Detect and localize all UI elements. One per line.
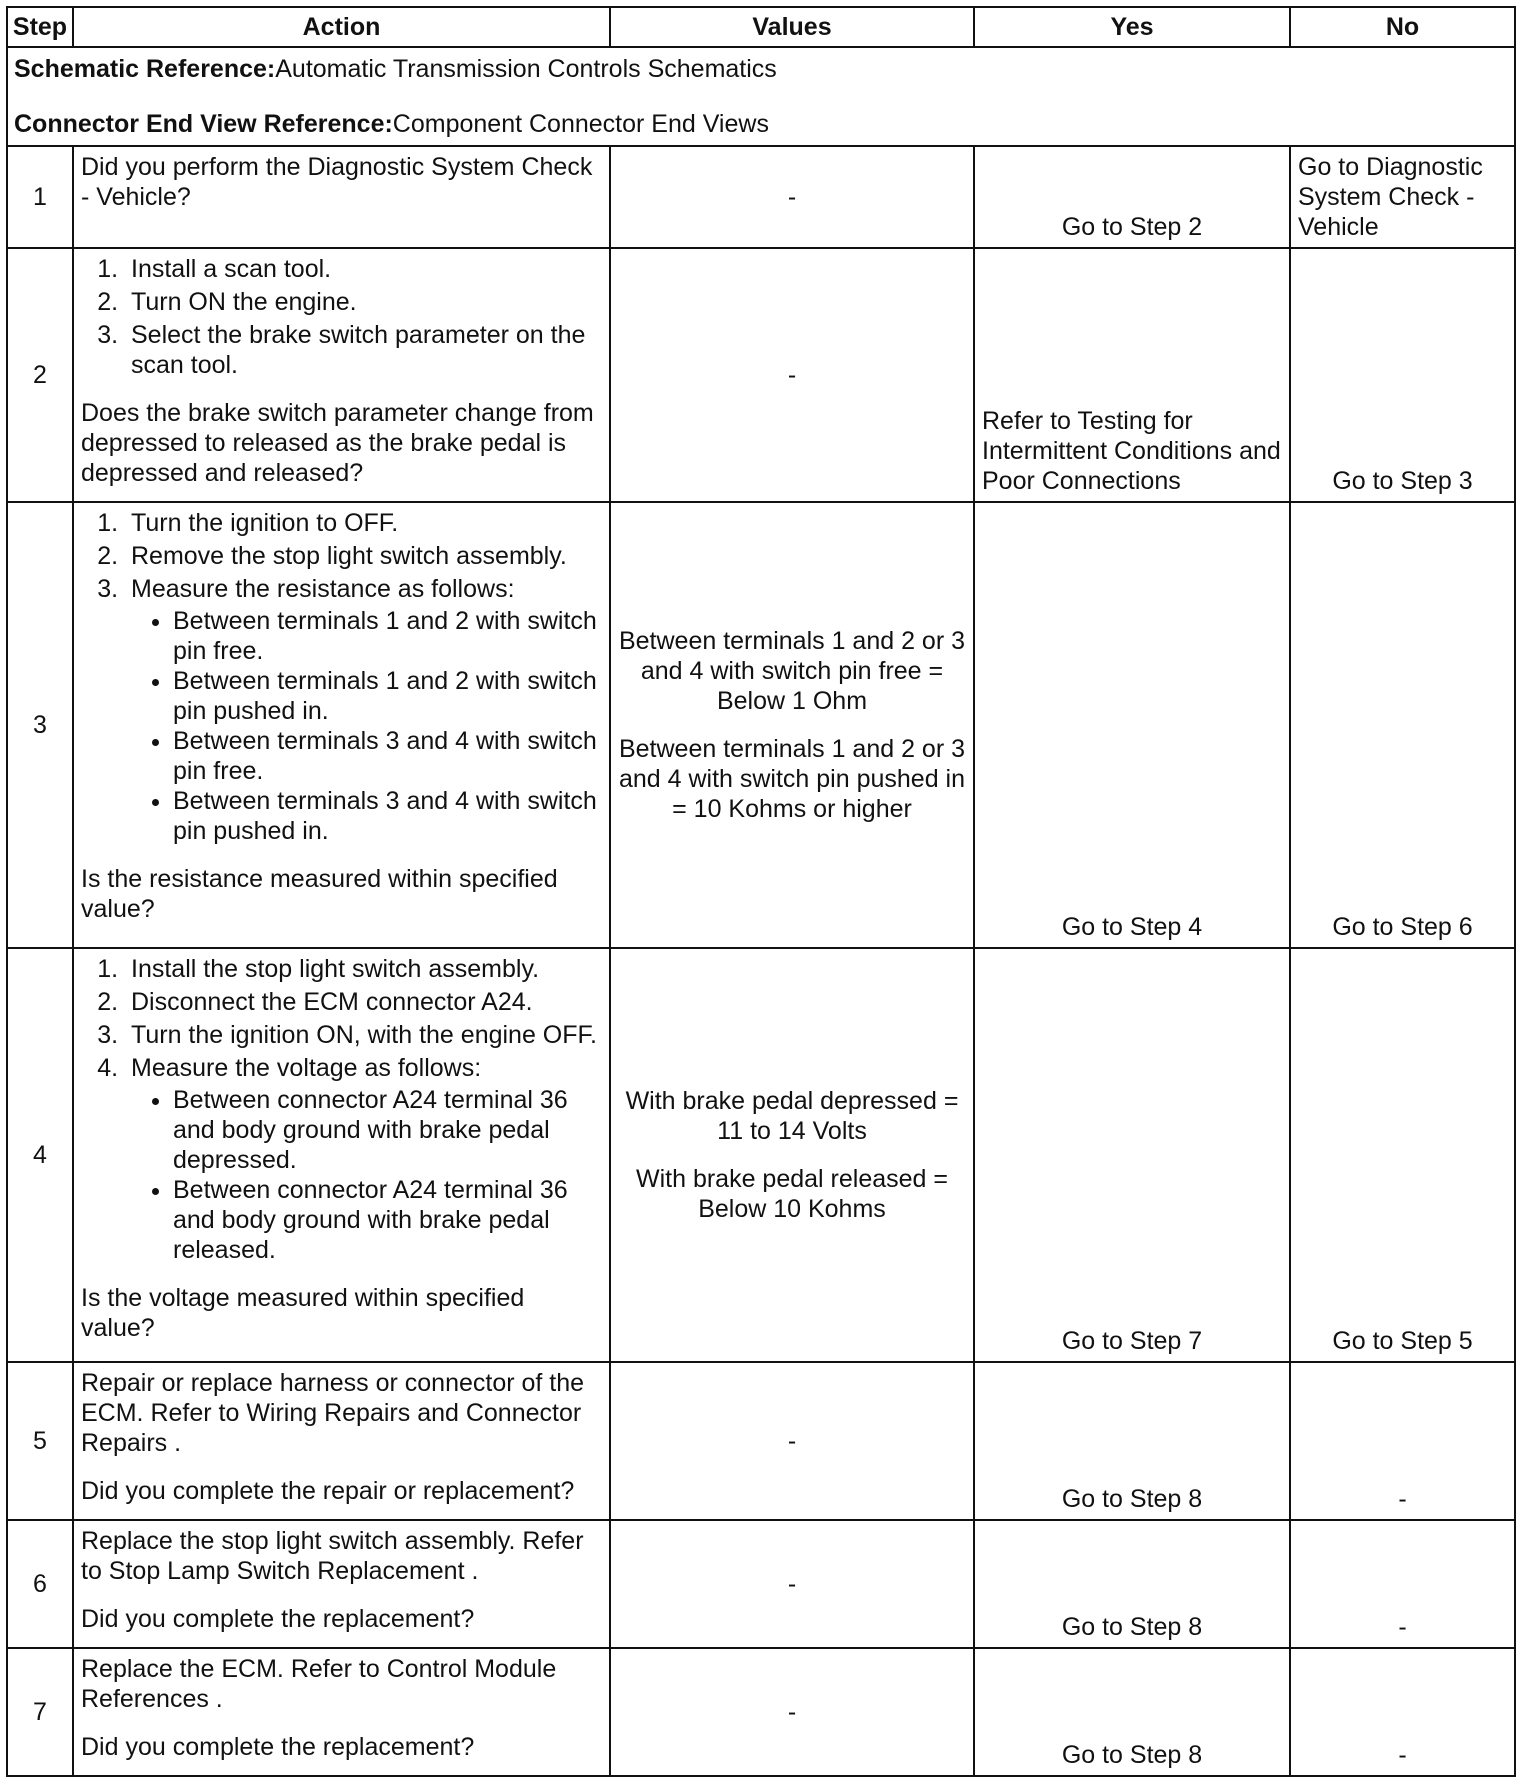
action-question: Did you complete the replacement? bbox=[81, 1605, 475, 1633]
action-cell bbox=[73, 502, 610, 948]
header-row bbox=[7, 7, 1515, 47]
step-number: 3 bbox=[7, 502, 73, 948]
action-step: 2. Turn ON the engine. bbox=[125, 287, 602, 317]
values-cell bbox=[610, 502, 974, 948]
values-cell: - bbox=[610, 248, 974, 502]
action-step: 3. Select the brake switch parameter on the scan tool. bbox=[125, 320, 602, 380]
table-row bbox=[7, 146, 1515, 248]
yes-cell[interactable]: Refer to Testing for Intermittent Conditions and Poor Connections bbox=[974, 248, 1290, 502]
yes-cell[interactable]: Go to Step 4 bbox=[974, 502, 1290, 948]
values-cell: - bbox=[610, 1362, 974, 1520]
table-row bbox=[7, 248, 1515, 502]
table-row bbox=[7, 948, 1515, 1362]
no-cell: - bbox=[1290, 1648, 1515, 1776]
action-cell bbox=[73, 948, 610, 1362]
yes-cell[interactable]: Go to Step 8 bbox=[974, 1520, 1290, 1648]
values-cell: - bbox=[610, 1520, 974, 1648]
action-text: Did you perform the Diagnostic System Check - Vehicle? bbox=[81, 153, 593, 211]
connector-reference-link[interactable]: Component Connector End Views bbox=[392, 110, 769, 138]
measurement-item: • Between terminals 3 and 4 with switch pin free. bbox=[173, 726, 602, 786]
header-step: Step bbox=[7, 7, 73, 47]
yes-cell[interactable]: Go to Step 7 bbox=[974, 948, 1290, 1362]
action-question: Is the resistance measured within specified value? bbox=[81, 865, 558, 923]
values-cell bbox=[610, 948, 974, 1362]
action-step: 2. Disconnect the ECM connector A24. bbox=[125, 987, 602, 1017]
diagnostic-table-container bbox=[6, 6, 1514, 1777]
header-yes: Yes bbox=[974, 7, 1290, 47]
action-step: 1. Install a scan tool. bbox=[125, 254, 602, 284]
measurement-item: • Between terminals 3 and 4 with switch pin pushed in. bbox=[173, 786, 602, 846]
step-number: 4 bbox=[7, 948, 73, 1362]
no-cell[interactable]: Go to Diagnostic System Check - Vehicle bbox=[1290, 146, 1515, 248]
no-cell[interactable]: Go to Step 6 bbox=[1290, 502, 1515, 948]
action-step-text: Measure the resistance as follows: bbox=[131, 575, 515, 603]
connector-reference bbox=[14, 109, 1508, 139]
schematic-reference bbox=[14, 54, 1508, 84]
value-spec: Between terminals 1 and 2 or 3 and 4 with switch pin free = Below 1 Ohm bbox=[618, 627, 966, 715]
action-step bbox=[125, 1053, 602, 1265]
value-spec: With brake pedal depressed = 11 to 14 Volts bbox=[625, 1087, 959, 1145]
value-spec: Between terminals 1 and 2 or 3 and 4 with switch pin pushed in = 10 Kohms or higher bbox=[618, 735, 966, 823]
value-spec: With brake pedal released = Below 10 Kohms bbox=[636, 1165, 948, 1223]
step-number: 2 bbox=[7, 248, 73, 502]
table-row bbox=[7, 502, 1515, 948]
measurement-item: • Between connector A24 terminal 36 and body ground with brake pedal released. bbox=[173, 1175, 602, 1265]
no-cell[interactable]: Go to Step 3 bbox=[1290, 248, 1515, 502]
step-number: 6 bbox=[7, 1520, 73, 1648]
diagnostic-table bbox=[6, 6, 1516, 1777]
action-step: 3. Turn the ignition ON, with the engine OFF. bbox=[125, 1020, 602, 1050]
schematic-reference-label: Schematic Reference: bbox=[14, 55, 276, 83]
no-cell: - bbox=[1290, 1520, 1515, 1648]
schematic-reference-link[interactable]: Automatic Transmission Controls Schematics bbox=[275, 55, 777, 83]
measurement-item: • Between terminals 1 and 2 with switch pin free. bbox=[173, 606, 602, 666]
action-step-text: Measure the voltage as follows: bbox=[131, 1054, 482, 1082]
header-no: No bbox=[1290, 7, 1515, 47]
action-step: 1. Install the stop light switch assembly. bbox=[125, 954, 602, 984]
action-cell bbox=[73, 1362, 610, 1520]
measurement-list bbox=[131, 606, 602, 846]
table-row bbox=[7, 1648, 1515, 1776]
reference-cell bbox=[7, 47, 1515, 146]
action-step: 1. Turn the ignition to OFF. bbox=[125, 508, 602, 538]
action-text: Replace the ECM. Refer to Control Module References . bbox=[81, 1655, 557, 1713]
step-number: 1 bbox=[7, 146, 73, 248]
action-question: Did you complete the replacement? bbox=[81, 1733, 475, 1761]
action-steps bbox=[81, 954, 602, 1265]
action-cell bbox=[73, 248, 610, 502]
yes-cell[interactable]: Go to Step 2 bbox=[974, 146, 1290, 248]
table-row bbox=[7, 1362, 1515, 1520]
action-cell bbox=[73, 1648, 610, 1776]
values-cell: - bbox=[610, 1648, 974, 1776]
action-text: Repair or replace harness or connector of the ECM. Refer to Wiring Repairs and Connector Repairs . bbox=[81, 1369, 585, 1457]
no-cell[interactable]: Go to Step 5 bbox=[1290, 948, 1515, 1362]
action-steps bbox=[81, 508, 602, 846]
yes-cell[interactable]: Go to Step 8 bbox=[974, 1648, 1290, 1776]
table-header bbox=[7, 7, 1515, 47]
action-step bbox=[125, 574, 602, 846]
action-text: Replace the stop light switch assembly. Refer to Stop Lamp Switch Replacement . bbox=[81, 1527, 584, 1585]
action-cell bbox=[73, 1520, 610, 1648]
no-cell: - bbox=[1290, 1362, 1515, 1520]
reference-spacer bbox=[14, 84, 1508, 109]
action-question: Is the voltage measured within specified value? bbox=[81, 1284, 525, 1342]
measurement-list bbox=[131, 1085, 602, 1265]
yes-cell[interactable]: Go to Step 8 bbox=[974, 1362, 1290, 1520]
step-number: 7 bbox=[7, 1648, 73, 1776]
action-question: Did you complete the repair or replacement? bbox=[81, 1477, 575, 1505]
reference-row bbox=[7, 47, 1515, 146]
action-steps bbox=[81, 254, 602, 380]
action-cell bbox=[73, 146, 610, 248]
step-number: 5 bbox=[7, 1362, 73, 1520]
header-values: Values bbox=[610, 7, 974, 47]
header-action: Action bbox=[73, 7, 610, 47]
action-question: Does the brake switch parameter change from depressed to released as the brake pedal is depressed and released? bbox=[81, 399, 594, 487]
values-cell: - bbox=[610, 146, 974, 248]
action-step: 2. Remove the stop light switch assembly. bbox=[125, 541, 602, 571]
connector-reference-label: Connector End View Reference: bbox=[14, 110, 393, 138]
table-row bbox=[7, 1520, 1515, 1648]
measurement-item: • Between connector A24 terminal 36 and body ground with brake pedal depressed. bbox=[173, 1085, 602, 1175]
measurement-item: • Between terminals 1 and 2 with switch pin pushed in. bbox=[173, 666, 602, 726]
